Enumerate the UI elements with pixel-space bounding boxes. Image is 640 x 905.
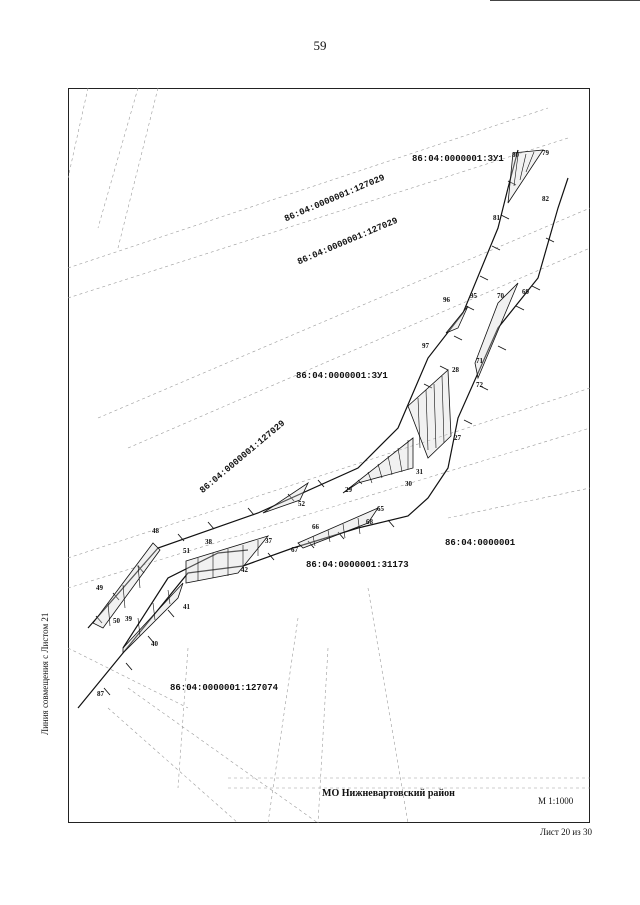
point-label: 65 xyxy=(377,505,384,513)
crop-mark xyxy=(490,0,640,1)
point-label: 31 xyxy=(416,468,423,476)
hatched-areas xyxy=(93,150,543,653)
point-label: 42 xyxy=(241,566,248,574)
area-52 xyxy=(263,483,308,513)
page-number: 59 xyxy=(313,38,327,53)
point-label: 97 xyxy=(422,342,429,350)
point-label: 67 xyxy=(291,546,298,554)
parcel-label: 86:04:0000001:ЗУ1 xyxy=(412,154,504,164)
area-29-31 xyxy=(343,438,413,493)
point-label: 81 xyxy=(493,214,500,222)
point-label: 29 xyxy=(345,486,352,494)
point-label: 82 xyxy=(542,195,549,203)
point-label: 71 xyxy=(476,357,483,365)
parcel-label: 86:04:0000001:127074 xyxy=(170,683,279,693)
parcel-label: 86:04:0000001:31173 xyxy=(306,560,409,570)
point-label: 70 xyxy=(497,292,504,300)
point-label: 39 xyxy=(125,615,132,623)
parcel-label: 86:04:0000001:127029 xyxy=(283,172,387,225)
point-label: 49 xyxy=(96,584,103,592)
district-label: МО Нижневартовский район xyxy=(322,788,455,799)
point-label: 41 xyxy=(183,603,190,611)
point-label: 40 xyxy=(151,640,158,648)
parcel-label: 86:04:0000001:ЗУ1 xyxy=(296,371,388,381)
point-label: 68 xyxy=(366,518,373,526)
scale-label: М 1:1000 xyxy=(538,796,574,806)
point-label: 27 xyxy=(454,434,461,442)
point-label: 69 xyxy=(522,288,529,296)
boundary-lower xyxy=(78,178,568,708)
point-label: 52 xyxy=(298,500,305,508)
area-28-27 xyxy=(408,370,451,458)
point-label: 95 xyxy=(470,292,477,300)
point-label: 51 xyxy=(183,547,190,555)
point-label: 48 xyxy=(152,527,159,535)
point-label: 50 xyxy=(113,617,120,625)
parcel-label: 86:04:0000001:127029 xyxy=(296,215,400,268)
point-label: 87 xyxy=(97,690,104,698)
point-label: 96 xyxy=(443,296,450,304)
sheet-label: Лист 20 из 30 xyxy=(540,827,592,837)
point-label: 80 xyxy=(512,151,519,159)
point-label: 28 xyxy=(452,366,459,374)
point-label: 72 xyxy=(476,381,483,389)
parcel-label: 86:04:0000001 xyxy=(445,538,516,548)
point-label: 38 xyxy=(205,538,212,546)
point-label: 79 xyxy=(542,149,549,157)
parcel-label: 86:04:0000001:127029 xyxy=(198,418,288,496)
matchline-label: Линия совмещения с Листом 21 xyxy=(40,612,50,735)
point-label: 30 xyxy=(405,480,412,488)
point-label: 37 xyxy=(265,537,272,545)
point-label: 66 xyxy=(312,523,319,531)
area-96 xyxy=(446,306,468,333)
